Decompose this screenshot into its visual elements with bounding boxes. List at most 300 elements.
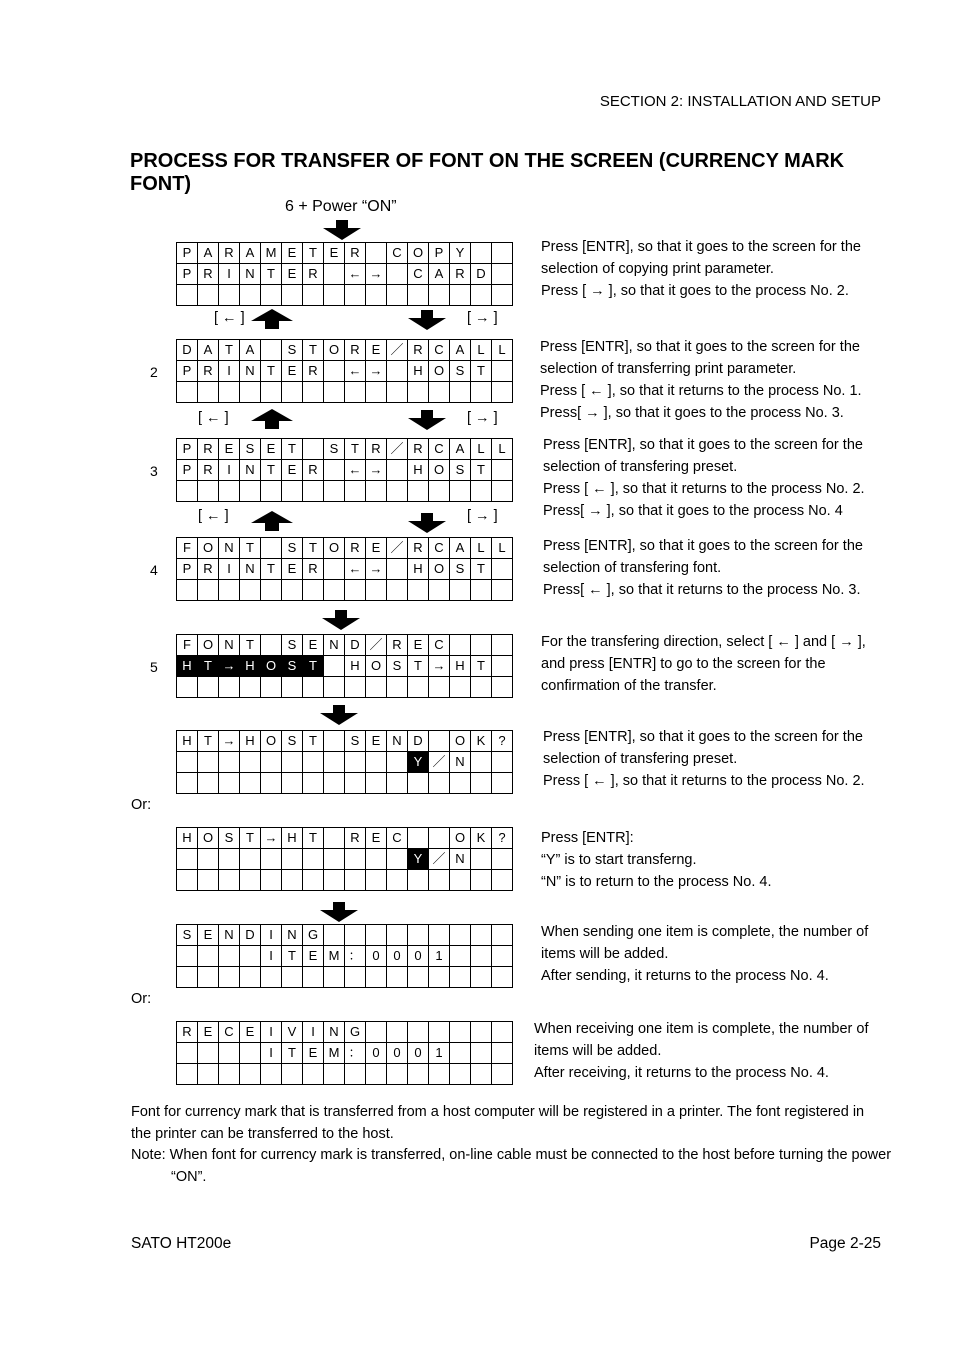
lcd-cell: R <box>450 264 471 285</box>
lcd-cell: T <box>261 559 282 580</box>
lcd-cell: T <box>303 538 324 559</box>
lcd-cell: T <box>282 946 303 967</box>
lcd-cell: E <box>282 460 303 481</box>
lcd-cell <box>282 580 303 601</box>
lcd-cell <box>429 731 450 752</box>
lcd-cell: T <box>240 538 261 559</box>
lcd-cell: S <box>282 656 303 677</box>
lcd-cell <box>177 849 198 870</box>
lcd-cell: O <box>198 538 219 559</box>
lcd-cell <box>408 828 429 849</box>
desc-line: When sending one item is complete, the number of <box>541 924 869 940</box>
lcd-cell <box>324 677 345 698</box>
lcd-cell: T <box>261 361 282 382</box>
lcd-cell <box>492 946 513 967</box>
lcd-cell <box>324 264 345 285</box>
down-arrow-icon <box>408 410 446 430</box>
desc-line: “Y” is to start transferng. <box>541 852 697 868</box>
lcd-cell <box>492 460 513 481</box>
lcd-cell: N <box>240 460 261 481</box>
desc-line: Press [ → ], so that it goes to the process No. 2. <box>541 283 849 299</box>
lcd-cell: O <box>408 243 429 264</box>
lcd-cell <box>345 849 366 870</box>
lcd-cell <box>303 481 324 502</box>
lcd-cell <box>198 773 219 794</box>
lcd-cell <box>303 382 324 403</box>
lcd-cell <box>177 946 198 967</box>
lcd-cell <box>303 677 324 698</box>
lcd-cell <box>219 1064 240 1085</box>
lcd-cell <box>387 967 408 988</box>
lcd-row <box>177 439 513 460</box>
lcd-cell <box>387 264 408 285</box>
desc-line: When receiving one item is complete, the number of <box>534 1021 869 1037</box>
lcd-cell <box>471 285 492 306</box>
lcd-cell: T <box>303 243 324 264</box>
lcd-row <box>177 656 513 677</box>
lcd-screen-receiving <box>176 1021 513 1085</box>
lcd-cell: T <box>261 460 282 481</box>
lcd-cell: C <box>219 1022 240 1043</box>
lcd-cell: T <box>345 439 366 460</box>
lcd-cell <box>366 773 387 794</box>
lcd-cell <box>450 580 471 601</box>
lcd-cell: H <box>240 731 261 752</box>
lcd-cell <box>219 967 240 988</box>
lcd-cell: I <box>261 1043 282 1064</box>
desc-line: Press [ENTR], so that it goes to the screen for the <box>541 239 861 255</box>
lcd-cell: O <box>324 340 345 361</box>
lcd-cell: I <box>261 925 282 946</box>
lcd-cell: C <box>387 243 408 264</box>
desc-screen-7 <box>541 827 886 893</box>
lcd-cell <box>387 481 408 502</box>
lcd-cell <box>408 773 429 794</box>
lcd-cell <box>261 382 282 403</box>
lcd-cell <box>492 656 513 677</box>
lcd-cell <box>429 773 450 794</box>
lcd-cell: ／ <box>429 752 450 773</box>
lcd-cell <box>387 580 408 601</box>
lcd-cell <box>492 1043 513 1064</box>
right-key-label: [ → ] <box>467 410 498 426</box>
lcd-cell: R <box>345 340 366 361</box>
lcd-cell <box>282 752 303 773</box>
lcd-cell: D <box>345 635 366 656</box>
lcd-cell <box>387 382 408 403</box>
lcd-cell: H <box>282 828 303 849</box>
lcd-cell <box>261 1064 282 1085</box>
lcd-cell <box>177 677 198 698</box>
lcd-cell: D <box>408 731 429 752</box>
lcd-cell <box>492 635 513 656</box>
lcd-cell: T <box>282 1043 303 1064</box>
footer-page-number: Page 2-25 <box>809 1235 881 1252</box>
lcd-cell <box>450 870 471 891</box>
lcd-cell <box>408 677 429 698</box>
lcd-cell <box>219 580 240 601</box>
lcd-cell <box>324 481 345 502</box>
lcd-cell: ： <box>345 946 366 967</box>
lcd-cell <box>282 1064 303 1085</box>
lcd-cell <box>282 285 303 306</box>
lcd-cell <box>219 946 240 967</box>
lcd-cell <box>366 285 387 306</box>
lcd-cell: A <box>450 538 471 559</box>
footer-product: SATO HT200e <box>131 1235 232 1252</box>
lcd-cell: T <box>471 460 492 481</box>
lcd-row <box>177 538 513 559</box>
lcd-cell: 0 <box>408 1043 429 1064</box>
lcd-row <box>177 481 513 502</box>
lcd-cell: → <box>366 559 387 580</box>
desc-line: selection of transfering preset. <box>543 459 738 475</box>
lcd-cell <box>261 870 282 891</box>
lcd-cell <box>450 1064 471 1085</box>
lcd-cell: P <box>177 439 198 460</box>
lcd-cell <box>492 677 513 698</box>
lcd-cell <box>240 1043 261 1064</box>
desc-screen-4 <box>543 535 888 601</box>
left-key-label: [ ← ] <box>198 508 229 524</box>
lcd-cell: N <box>324 635 345 656</box>
lcd-cell <box>471 925 492 946</box>
lcd-cell: I <box>261 946 282 967</box>
right-key-label: [ → ] <box>467 508 498 524</box>
lcd-row <box>177 559 513 580</box>
lcd-cell <box>282 849 303 870</box>
lcd-cell: O <box>261 656 282 677</box>
lcd-cell <box>240 580 261 601</box>
lcd-cell <box>408 1022 429 1043</box>
lcd-cell <box>492 849 513 870</box>
lcd-cell <box>324 731 345 752</box>
lcd-cell: C <box>387 828 408 849</box>
process-number: 4 <box>150 562 158 578</box>
lcd-cell <box>366 481 387 502</box>
lcd-cell: C <box>429 538 450 559</box>
lcd-cell <box>366 1064 387 1085</box>
lcd-row <box>177 967 513 988</box>
section-header: SECTION 2: INSTALLATION AND SETUP <box>599 93 881 110</box>
lcd-cell: R <box>303 361 324 382</box>
lcd-row <box>177 382 513 403</box>
lcd-cell: Y <box>408 849 429 870</box>
lcd-cell <box>324 361 345 382</box>
lcd-cell <box>324 382 345 403</box>
lcd-cell: ／ <box>387 538 408 559</box>
lcd-cell: T <box>240 828 261 849</box>
lcd-cell: T <box>471 656 492 677</box>
process-number: 5 <box>150 659 158 675</box>
lcd-cell <box>261 580 282 601</box>
lcd-cell: 0 <box>408 946 429 967</box>
lcd-cell: L <box>492 340 513 361</box>
lcd-cell <box>429 285 450 306</box>
lcd-screen-parameter-copy <box>176 242 513 306</box>
desc-line: Press [ ← ], so that it returns to the process No. 2. <box>543 773 865 789</box>
lcd-row <box>177 828 513 849</box>
lcd-cell <box>177 752 198 773</box>
process-number: 3 <box>150 463 158 479</box>
up-arrow-icon <box>251 309 293 329</box>
lcd-cell: O <box>450 731 471 752</box>
lcd-cell <box>492 752 513 773</box>
lcd-cell: O <box>429 361 450 382</box>
left-key-label: [ ← ] <box>198 410 229 426</box>
right-key-label: [ → ] <box>467 310 498 326</box>
lcd-cell <box>198 870 219 891</box>
lcd-cell <box>282 677 303 698</box>
lcd-cell: N <box>324 1022 345 1043</box>
lcd-cell: I <box>261 1022 282 1043</box>
lcd-cell: S <box>282 538 303 559</box>
lcd-cell <box>345 773 366 794</box>
lcd-cell: R <box>345 243 366 264</box>
lcd-cell <box>450 1043 471 1064</box>
lcd-cell <box>240 382 261 403</box>
lcd-cell: → <box>219 731 240 752</box>
lcd-cell <box>366 849 387 870</box>
lcd-cell <box>303 967 324 988</box>
lcd-cell <box>345 285 366 306</box>
lcd-cell: E <box>198 1022 219 1043</box>
lcd-cell <box>492 285 513 306</box>
left-key-label: [ ← ] <box>214 310 245 326</box>
lcd-cell: I <box>219 559 240 580</box>
desc-line: Press [ ← ], so that it returns to the process No. 2. <box>543 481 865 497</box>
lcd-cell <box>471 580 492 601</box>
lcd-cell <box>324 285 345 306</box>
lcd-cell <box>450 1022 471 1043</box>
lcd-cell: H <box>345 656 366 677</box>
lcd-cell <box>492 481 513 502</box>
lcd-cell <box>219 870 240 891</box>
lcd-cell <box>324 580 345 601</box>
up-arrow-icon <box>251 409 293 429</box>
lcd-cell <box>303 1064 324 1085</box>
lcd-cell <box>261 849 282 870</box>
lcd-screen-rec-confirm <box>176 827 513 891</box>
lcd-cell <box>282 382 303 403</box>
lcd-cell <box>429 1022 450 1043</box>
lcd-cell: A <box>198 340 219 361</box>
lcd-cell <box>324 752 345 773</box>
lcd-cell <box>387 925 408 946</box>
lcd-cell <box>177 580 198 601</box>
lcd-cell: L <box>471 538 492 559</box>
lcd-cell: R <box>345 538 366 559</box>
lcd-cell: H <box>450 656 471 677</box>
lcd-cell <box>324 656 345 677</box>
lcd-cell <box>408 481 429 502</box>
lcd-cell: F <box>177 635 198 656</box>
desc-line: “N” is to return to the process No. 4. <box>541 874 772 890</box>
desc-line: Press[ → ], so that it goes to the process No. 4 <box>543 503 843 519</box>
desc-screen-6 <box>543 726 888 792</box>
lcd-cell <box>471 481 492 502</box>
lcd-cell <box>303 752 324 773</box>
lcd-cell: I <box>219 264 240 285</box>
lcd-cell: → <box>219 656 240 677</box>
lcd-cell <box>177 773 198 794</box>
lcd-cell <box>198 580 219 601</box>
lcd-cell: O <box>450 828 471 849</box>
lcd-cell <box>450 481 471 502</box>
lcd-cell <box>240 849 261 870</box>
lcd-cell <box>282 967 303 988</box>
lcd-cell <box>261 677 282 698</box>
lcd-cell <box>177 1043 198 1064</box>
power-on-label: 6 + Power “ON” <box>285 198 397 215</box>
lcd-cell: R <box>408 439 429 460</box>
lcd-cell: T <box>261 264 282 285</box>
lcd-cell: P <box>177 460 198 481</box>
lcd-cell <box>429 870 450 891</box>
note-paragraph: Note: When font for currency mark is transferred, on-line cable must be connected to the host before turning the power “ON”. <box>131 1147 892 1185</box>
lcd-cell: R <box>198 559 219 580</box>
desc-line: After receiving, it returns to the process No. 4. <box>534 1065 829 1081</box>
lcd-cell <box>492 773 513 794</box>
lcd-cell: I <box>303 1022 324 1043</box>
lcd-cell: S <box>240 439 261 460</box>
lcd-cell: ／ <box>429 849 450 870</box>
lcd-cell: T <box>303 828 324 849</box>
lcd-cell <box>261 752 282 773</box>
lcd-cell <box>450 635 471 656</box>
lcd-cell: H <box>177 656 198 677</box>
lcd-screen-sending <box>176 924 513 988</box>
desc-line: Press [ENTR], so that it goes to the screen for the <box>543 538 863 554</box>
lcd-cell <box>261 340 282 361</box>
lcd-cell <box>450 773 471 794</box>
lcd-cell: T <box>219 340 240 361</box>
lcd-cell: O <box>261 731 282 752</box>
lcd-cell: E <box>261 439 282 460</box>
lcd-cell: I <box>219 361 240 382</box>
lcd-cell: S <box>324 439 345 460</box>
lcd-cell <box>408 285 429 306</box>
lcd-cell: R <box>198 460 219 481</box>
lcd-cell: E <box>303 946 324 967</box>
lcd-screen-font-send-rec <box>176 634 513 698</box>
lcd-cell <box>198 481 219 502</box>
lcd-cell <box>261 773 282 794</box>
lcd-cell <box>345 677 366 698</box>
lcd-cell <box>471 635 492 656</box>
lcd-cell <box>219 677 240 698</box>
lcd-cell <box>261 481 282 502</box>
lcd-cell: F <box>177 538 198 559</box>
lcd-cell <box>450 285 471 306</box>
or-label: Or: <box>131 991 152 1007</box>
lcd-cell <box>219 849 240 870</box>
desc-line: and press [ENTR] to go to the screen for the <box>541 656 826 672</box>
desc-screen-9 <box>534 1018 879 1084</box>
lcd-cell: R <box>198 264 219 285</box>
lcd-cell <box>240 773 261 794</box>
lcd-cell: V <box>282 1022 303 1043</box>
down-arrow-icon <box>408 310 446 330</box>
lcd-cell: → <box>429 656 450 677</box>
lcd-row <box>177 1022 513 1043</box>
lcd-row <box>177 946 513 967</box>
lcd-cell: E <box>303 635 324 656</box>
lcd-cell: P <box>429 243 450 264</box>
lcd-row <box>177 677 513 698</box>
lcd-cell: E <box>198 925 219 946</box>
lcd-cell <box>387 559 408 580</box>
lcd-row <box>177 264 513 285</box>
lcd-cell: P <box>177 243 198 264</box>
lcd-cell: ／ <box>366 635 387 656</box>
lcd-cell: E <box>303 1043 324 1064</box>
desc-line: Press [ ← ], so that it returns to the process No. 1. <box>540 383 862 399</box>
lcd-cell: S <box>450 559 471 580</box>
lcd-cell: T <box>471 361 492 382</box>
lcd-cell <box>492 1064 513 1085</box>
lcd-cell: ← <box>345 264 366 285</box>
lcd-cell: ／ <box>387 340 408 361</box>
lcd-cell <box>345 967 366 988</box>
lcd-cell: T <box>408 656 429 677</box>
lcd-cell <box>471 677 492 698</box>
lcd-cell <box>387 285 408 306</box>
lcd-cell <box>240 946 261 967</box>
lcd-cell: 0 <box>366 1043 387 1064</box>
lcd-cell <box>261 285 282 306</box>
lcd-cell: T <box>471 559 492 580</box>
lcd-cell: L <box>471 439 492 460</box>
lcd-cell <box>282 481 303 502</box>
lcd-cell <box>471 870 492 891</box>
lcd-cell <box>450 925 471 946</box>
lcd-cell <box>177 285 198 306</box>
lcd-cell <box>429 481 450 502</box>
lcd-cell <box>303 773 324 794</box>
lcd-screen-preset-store <box>176 438 513 502</box>
lcd-cell: R <box>408 538 429 559</box>
lcd-cell: C <box>429 340 450 361</box>
lcd-cell <box>219 1043 240 1064</box>
lcd-cell <box>303 580 324 601</box>
body-paragraph: Font for currency mark that is transferred from a host computer will be registered in a printer. The font registered in the printer can be transferred to the host. <box>131 1104 865 1142</box>
lcd-cell <box>408 967 429 988</box>
lcd-cell: Y <box>450 243 471 264</box>
lcd-row <box>177 285 513 306</box>
lcd-cell <box>177 1064 198 1085</box>
lcd-cell <box>282 870 303 891</box>
lcd-cell: R <box>408 340 429 361</box>
lcd-cell: H <box>408 559 429 580</box>
lcd-cell: D <box>177 340 198 361</box>
lcd-cell <box>471 382 492 403</box>
lcd-cell: N <box>219 635 240 656</box>
lcd-cell <box>345 481 366 502</box>
lcd-cell <box>492 870 513 891</box>
lcd-cell <box>198 1043 219 1064</box>
lcd-cell <box>177 481 198 502</box>
lcd-cell: N <box>219 538 240 559</box>
lcd-cell: O <box>366 656 387 677</box>
lcd-cell: H <box>408 460 429 481</box>
lcd-cell: R <box>345 828 366 849</box>
lcd-cell: M <box>324 1043 345 1064</box>
lcd-cell: S <box>450 361 471 382</box>
lcd-cell: A <box>198 243 219 264</box>
lcd-row <box>177 361 513 382</box>
lcd-cell <box>429 1064 450 1085</box>
